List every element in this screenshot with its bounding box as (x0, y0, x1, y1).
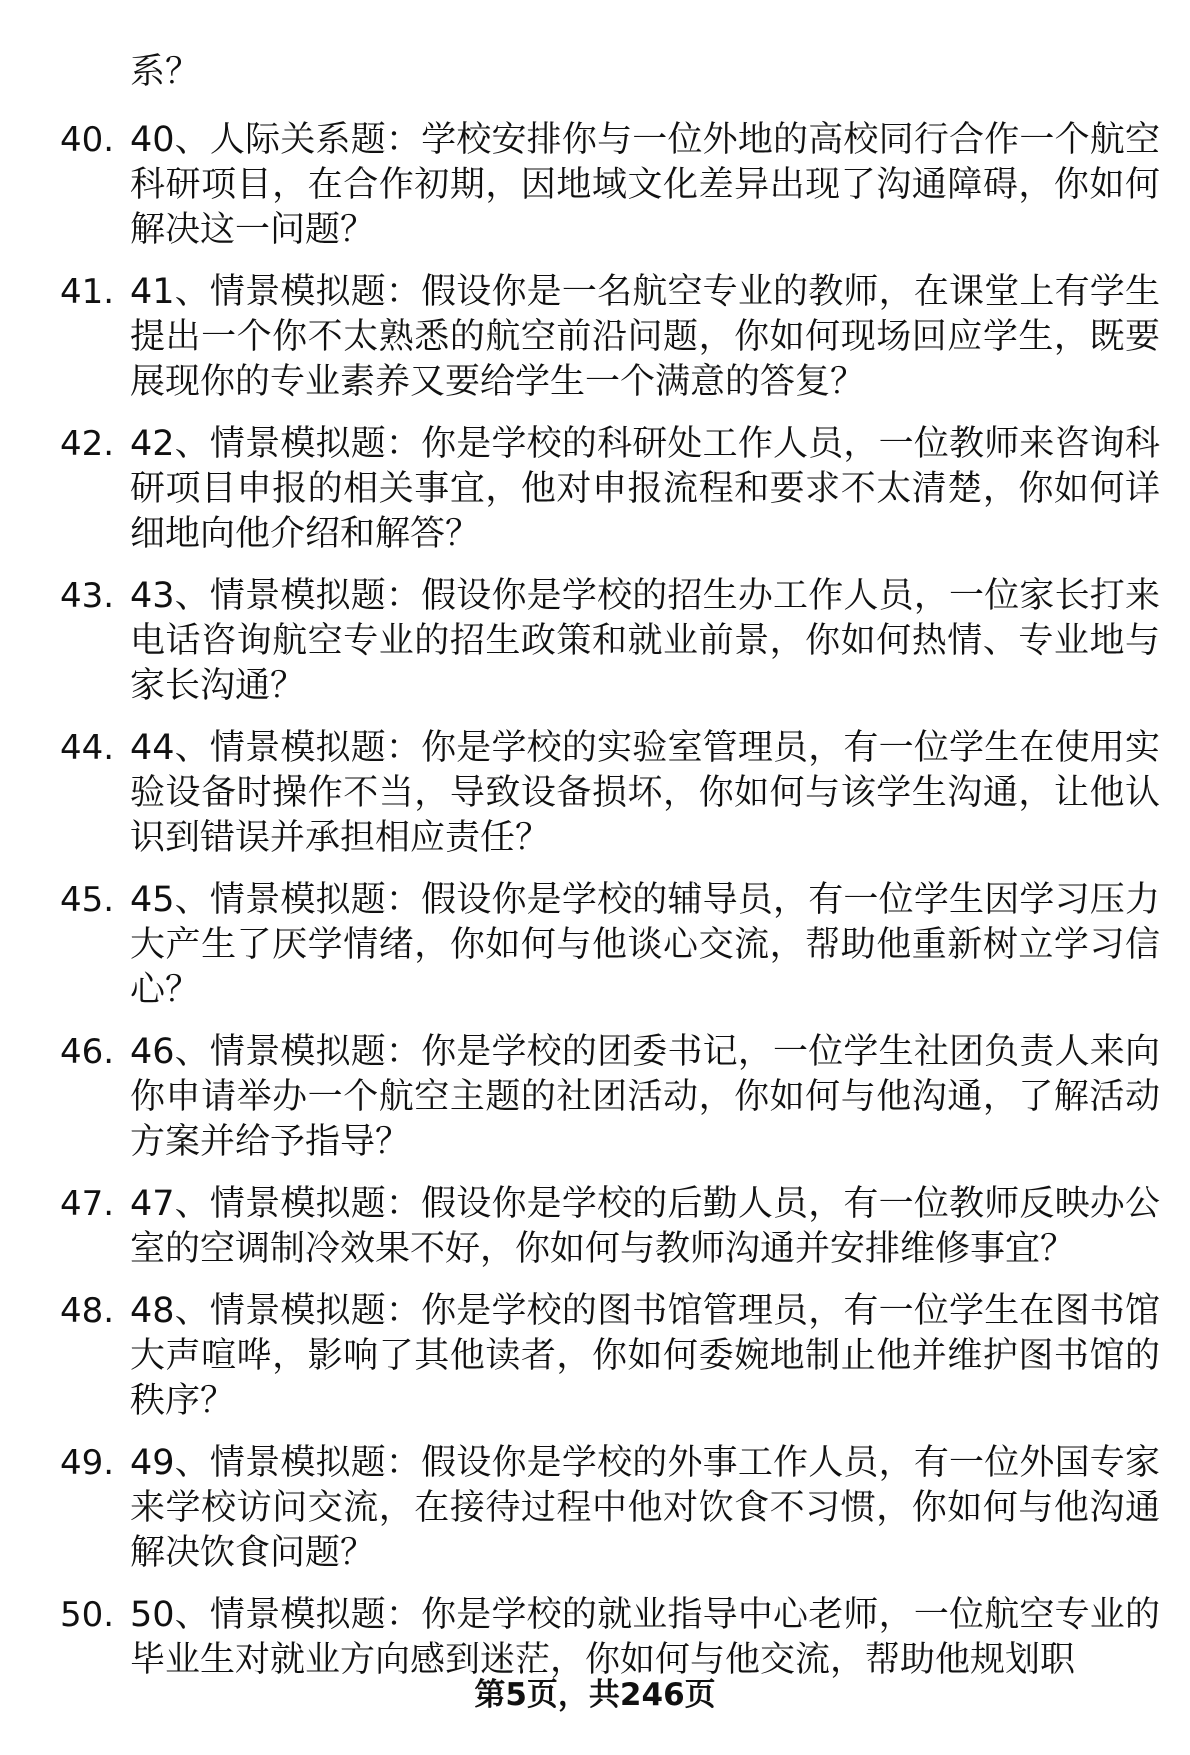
question-text: 44、情景模拟题：你是学校的实验室管理员，有一位学生在使用实验设备时操作不当，导致设备损坏，你如何与该学生沟通，让他认识到错误并承担相应责任？ (130, 728, 1160, 858)
question-text: 50、情景模拟题：你是学校的就业指导中心老师，一位航空专业的毕业生对就业方向感到迷茫，你如何与他交流，帮助他规划职 (130, 1595, 1160, 1680)
question-number: 42. (60, 424, 115, 464)
question-text: 45、情景模拟题：假设你是学校的辅导员，有一位学生因学习压力大产生了厌学情绪，你如何与他谈心交流，帮助他重新树立学习信心？ (130, 880, 1160, 1010)
question-item (0, 118, 1190, 253)
question-number: 47. (60, 1184, 115, 1224)
question-text: 43、情景模拟题：假设你是学校的招生办工作人员，一位家长打来电话咨询航空专业的招生政策和就业前景，你如何热情、专业地与家长沟通？ (130, 576, 1160, 706)
question-list (0, 118, 1190, 1700)
question-item (0, 726, 1190, 861)
question-text: 41、情景模拟题：假设你是一名航空专业的教师，在课堂上有学生提出一个你不太熟悉的航空前沿问题，你如何现场回应学生，既要展现你的专业素养又要给学生一个满意的答复？ (130, 272, 1160, 402)
question-item (0, 1182, 1190, 1272)
continuation-text: 系？ (130, 52, 201, 92)
question-item (0, 270, 1190, 405)
question-item (0, 1593, 1190, 1683)
question-item (0, 878, 1190, 1013)
question-item (0, 1441, 1190, 1576)
question-text: 48、情景模拟题：你是学校的图书馆管理员，有一位学生在图书馆大声喧哗，影响了其他读者，你如何委婉地制止他并维护图书馆的秩序？ (130, 1291, 1160, 1421)
question-text: 40、人际关系题：学校安排你与一位外地的高校同行合作一个航空科研项目，在合作初期，因地域文化差异出现了沟通障碍，你如何解决这一问题？ (130, 120, 1160, 250)
question-number: 45. (60, 880, 115, 920)
question-number: 50. (60, 1595, 115, 1635)
question-number: 43. (60, 576, 115, 616)
question-number: 48. (60, 1291, 115, 1331)
question-number: 40. (60, 120, 115, 160)
question-item (0, 422, 1190, 557)
question-text: 47、情景模拟题：假设你是学校的后勤人员，有一位教师反映办公室的空调制冷效果不好，你如何与教师沟通并安排维修事宜？ (130, 1184, 1160, 1269)
question-item (0, 1289, 1190, 1424)
question-number: 46. (60, 1032, 115, 1072)
question-item (0, 574, 1190, 709)
question-text: 46、情景模拟题：你是学校的团委书记，一位学生社团负责人来向你申请举办一个航空主题的社团活动，你如何与他沟通，了解活动方案并给予指导？ (130, 1032, 1160, 1162)
question-item (0, 1030, 1190, 1165)
question-text: 42、情景模拟题：你是学校的科研处工作人员，一位教师来咨询科研项目申报的相关事宜，他对申报流程和要求不太清楚，你如何详细地向他介绍和解答？ (130, 424, 1160, 554)
question-text: 49、情景模拟题：假设你是学校的外事工作人员，有一位外国专家来学校访问交流，在接待过程中他对饮食不习惯，你如何与他沟通解决饮食问题？ (130, 1443, 1160, 1573)
question-number: 41. (60, 272, 115, 312)
question-number: 49. (60, 1443, 115, 1483)
page-footer: 第5页，共246页 (474, 1677, 716, 1713)
question-number: 44. (60, 728, 115, 768)
